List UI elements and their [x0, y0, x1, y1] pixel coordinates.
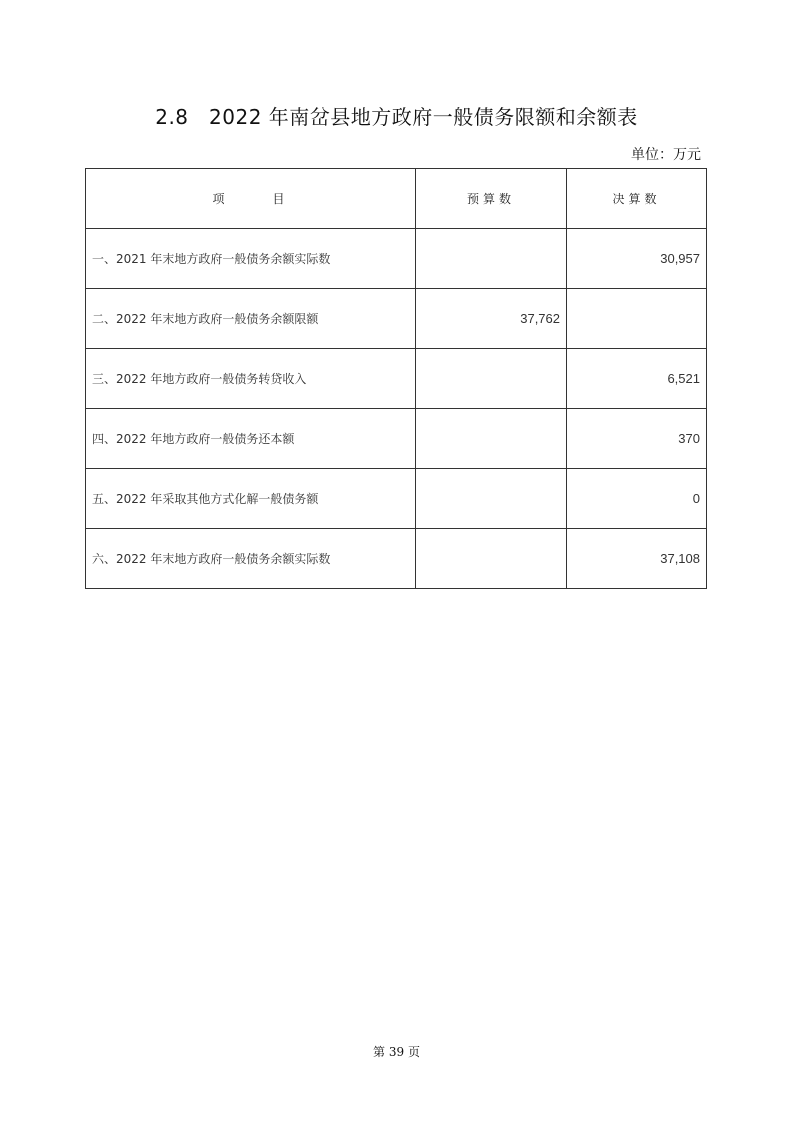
header-item-left: 项	[212, 192, 229, 206]
table-row	[86, 469, 707, 529]
header-final: 决算数	[567, 169, 707, 229]
row-final: 370	[567, 409, 707, 469]
row-budget	[416, 529, 567, 589]
row-budget	[416, 469, 567, 529]
row-label: 三、2022 年地方政府一般债务转贷收入	[86, 349, 416, 409]
page-number: 第 39 页	[373, 1045, 420, 1059]
table-row	[86, 349, 707, 409]
header-item	[86, 169, 416, 229]
row-final: 37,108	[567, 529, 707, 589]
unit-label: 单位：万元	[631, 147, 701, 163]
row-label: 五、2022 年采取其他方式化解一般债务额	[86, 469, 416, 529]
row-label: 六、2022 年末地方政府一般债务余额实际数	[86, 529, 416, 589]
page-title: 2.8 2022 年南岔县地方政府一般债务限额和余额表	[155, 105, 638, 129]
row-final: 30,957	[567, 229, 707, 289]
table-row	[86, 529, 707, 589]
row-final: 0	[567, 469, 707, 529]
table-row	[86, 229, 707, 289]
table-row	[86, 289, 707, 349]
header-row	[86, 169, 707, 229]
row-label: 一、2021 年末地方政府一般债务余额实际数	[86, 229, 416, 289]
row-final: 6,521	[567, 349, 707, 409]
row-label: 四、2022 年地方政府一般债务还本额	[86, 409, 416, 469]
row-label: 二、2022 年末地方政府一般债务余额限额	[86, 289, 416, 349]
debt-table	[85, 168, 707, 589]
row-budget	[416, 229, 567, 289]
table-row	[86, 409, 707, 469]
row-budget: 37,762	[416, 289, 567, 349]
row-budget	[416, 349, 567, 409]
row-final	[567, 289, 707, 349]
header-budget: 预算数	[416, 169, 567, 229]
header-item-right: 目	[272, 192, 289, 206]
row-budget	[416, 409, 567, 469]
